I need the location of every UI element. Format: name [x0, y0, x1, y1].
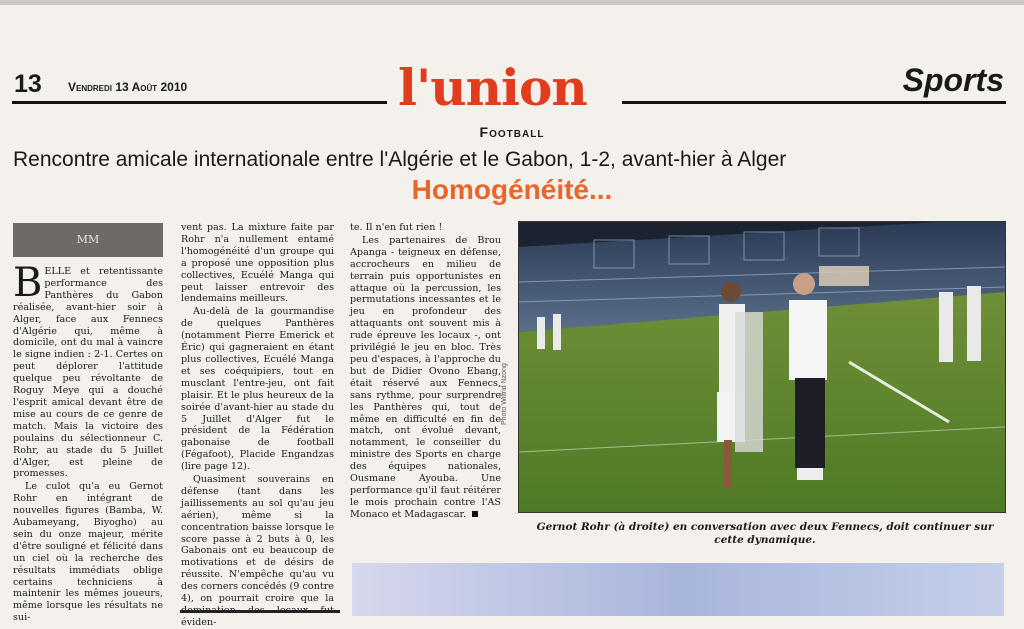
photo-credit: Photo Wilfrid Nzong — [501, 363, 508, 425]
column-2-paragraph-1: vent pas. La mixture faite par Rohr n'a nullement entamé l'homogénéité d'un groupe qui a proposé une opposition plus collectives, Ecuélé Manga qui peut laisser entrevoir des lendemains meilleurs. — [181, 222, 334, 305]
end-mark-icon — [472, 511, 478, 517]
header-rule-left — [12, 101, 387, 104]
column-3-paragraph-1: te. Il n'en fut rien ! — [350, 222, 443, 233]
section-title: Sports — [902, 62, 1004, 98]
stadium-photo — [518, 221, 1006, 513]
article-headline: Homogénéité... — [411, 174, 613, 205]
bottom-rule — [180, 610, 340, 613]
article-column-1 — [13, 260, 163, 624]
masthead-logo: l'union — [398, 58, 587, 117]
column-2-paragraph-3: Quasiment souverains en défense (tant dans les jaillissements au sol qu'au jeu aérien), même si la concentration baisse lorsque le score passe à 2 buts à 0, les Gabonais ont eu beaucoup de motivations et de désirs de réussite. N'empêche qu'au vu des corners concédés (9 contre 4), on pourrait croire que la éviden- — [181, 474, 334, 628]
article-subhead: Rencontre amicale internationale entre l'Algérie et le Gabon, 1-2, avant-hier à Alger — [13, 148, 787, 171]
header-rule-right — [622, 101, 1006, 104]
column-1-paragraph-1: BELLE et retentissante performance des Panthères du Gabon réalisée, avant-hier soir à Alger, face aux Fennecs d'Algérie qui, même à domicile, ont du mal à vaincre le signe indien : 2-1. Certes on peut déplorer l'attitude quelque peu révoltante de Roguy Meye qui a douché l'esprit amical devant être de mise au cours de ce genre de match. Mais la victoire des poulains du sélectionneur C. Rohr, au stade du 5 Juillet d'Alger, est pleine de promesses. — [13, 260, 163, 480]
article-kicker: Football — [479, 124, 545, 140]
byline-box: MM — [13, 223, 163, 257]
article-column-3 — [350, 222, 501, 542]
photo-caption: Gernot Rohr (à droite) en conversation avec deux Fennecs, doit continuer sur cette dynamique. — [536, 521, 994, 546]
page-number: 13 — [14, 70, 42, 98]
drop-cap: B — [13, 260, 43, 306]
column-2-paragraph-2: Au-delà de la gourmandise de quelques Panthères (notamment Pierre Emerick et Éric) qui gagneraient en étant plus collectives, Ecuélé Manga et ses coéquipiers, tout en musclant l'entre-jeu, ont fait plaisir. Et le plus heureux de la soirée d'avant-hier au stade du 5 Juillet d'Alger fut le président de la Fédération gabonaise de football (Fégafoot), Placide Engandzas (lire page 12). — [181, 306, 334, 473]
stadium-photo-illustration — [519, 222, 1005, 512]
column-3-paragraph-2: Les partenaires de Brou Apanga - teigneux en défense, accrocheurs en milieu de terrain puis opportunistes en attaque où la percussion, les permutations incessantes et le jeu en profondeur des attaquants ont souvent mis à rude épreuve les locaux -, ont privilégié le jeu en bloc. Très peu d'espaces, à l'approche du but de Didier Ovono Ebang, était réservé aux Fennecs, sans rythme, pour surprendre les Panthères qui, tout de même en difficulté en fin de match, ont évolué devant, notamment, le conseiller du ministre des Sports en charge des équipes nationales, Ousmane Ayouba. Une performance qu'il faut réitérer le mois prochain contre l'AS Monaco et Madagascar. — [350, 234, 501, 520]
issue-date: Vendredi 13 Août 2010 — [68, 80, 188, 94]
top-border — [0, 0, 1024, 5]
next-article-image-strip — [352, 563, 1004, 616]
column-1-paragraph-2: Le culot qu'a eu Gernot Rohr en intégrant de nouvelles figures (Bamba, W. Aubameyang, Biyogho) au sein du onze majeur, mérite d'être souligné et félicité dans un ciel où la recherche des résultats immédiats oblige certains techniciens à maintenir les mêmes joueurs, même lorsque les résultats ne sui- — [13, 481, 163, 624]
article-column-2 — [181, 222, 334, 628]
